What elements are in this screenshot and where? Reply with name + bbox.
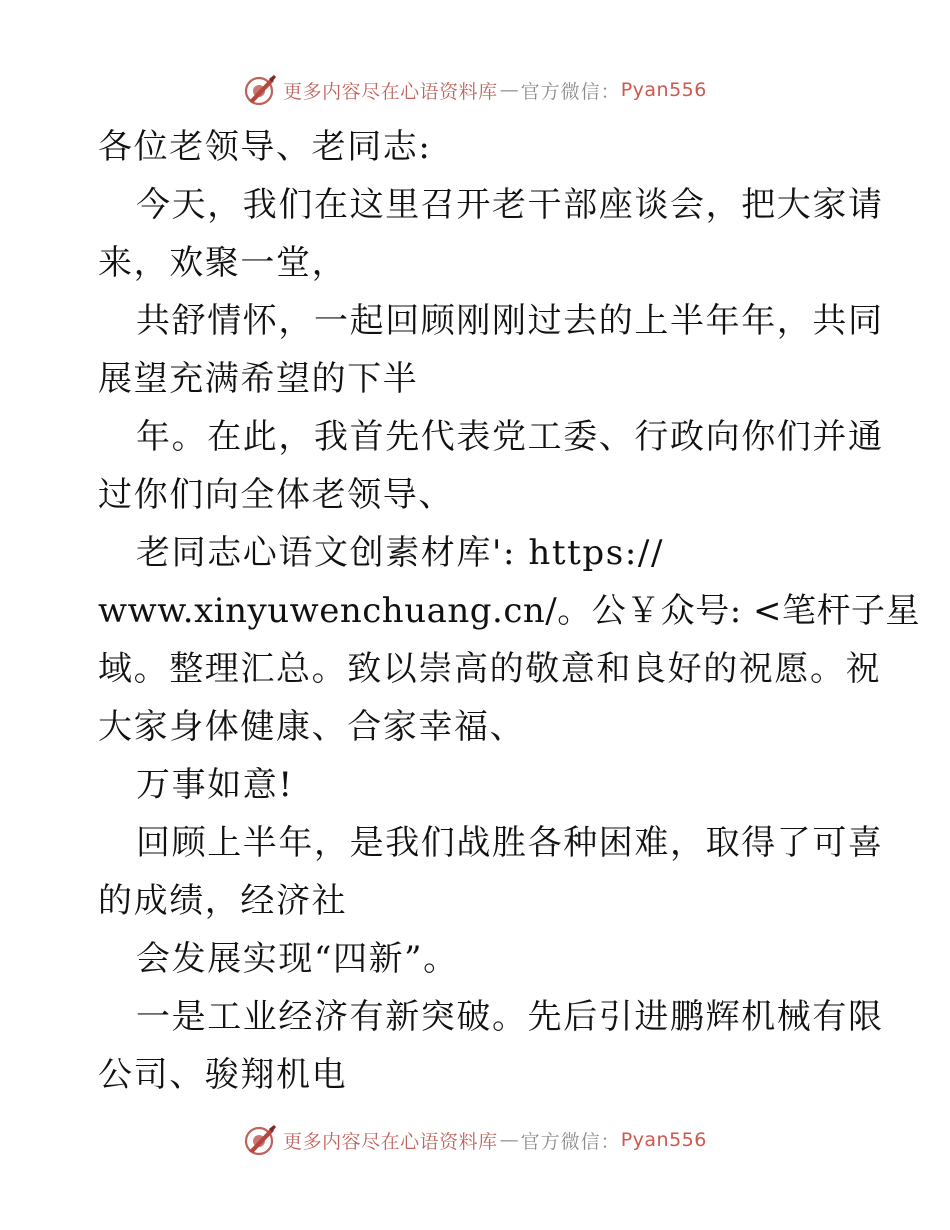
paragraph-line: 公司、骏翔机电 — [98, 1055, 348, 1095]
paragraph-line: 展望充满希望的下半 — [98, 359, 419, 399]
paragraph-line: 会发展实现“四新”。 — [136, 939, 459, 979]
document-body — [98, 118, 920, 1104]
paragraph-line: 过你们向全体老领导、 — [98, 475, 454, 515]
watermark-official-label: 官方微信： — [520, 1130, 621, 1153]
paragraph-line: 老同志心语文创素材库': https:// — [136, 533, 665, 573]
quill-pen-seal-icon — [243, 1123, 277, 1157]
paragraph-line: www.xinyuwenchuang.cn/。公￥众号: <笔杆子星 — [98, 591, 920, 631]
salutation-line: 各位老领导、老同志: — [98, 127, 432, 167]
header-watermark — [0, 72, 950, 108]
footer-watermark — [0, 1122, 950, 1158]
paragraph-line: 一是工业经济有新突破。先后引进鹏辉机械有限 — [136, 997, 884, 1037]
paragraph-line: 的成绩，经济社 — [98, 881, 348, 921]
watermark-dash: — — [499, 79, 519, 101]
quill-pen-seal-icon — [243, 73, 277, 107]
paragraph-line: 年。在此，我首先代表党工委、行政向你们并通 — [136, 417, 884, 457]
watermark-main-text: 更多内容尽在心语资料库 — [283, 80, 498, 103]
paragraph-line: 大家身体健康、合家幸福、 — [98, 707, 526, 747]
watermark-wechat-id: Pyan556 — [620, 79, 707, 101]
paragraph-line: 共舒情怀，一起回顾刚刚过去的上半年年，共同 — [136, 301, 884, 341]
watermark-wechat-id: Pyan556 — [620, 1129, 707, 1151]
watermark-official-label: 官方微信： — [520, 80, 621, 103]
paragraph-line: 域。整理汇总。致以崇高的敬意和良好的祝愿。祝 — [98, 649, 882, 689]
paragraph-line: 万事如意! — [136, 765, 294, 805]
watermark-dash: — — [499, 1129, 519, 1151]
watermark-main-text: 更多内容尽在心语资料库 — [283, 1130, 498, 1153]
paragraph-line: 回顾上半年，是我们战胜各种困难，取得了可喜 — [136, 823, 884, 863]
paragraph-line: 今天，我们在这里召开老干部座谈会，把大家请 — [136, 185, 884, 225]
paragraph-line: 来，欢聚一堂， — [98, 243, 348, 283]
